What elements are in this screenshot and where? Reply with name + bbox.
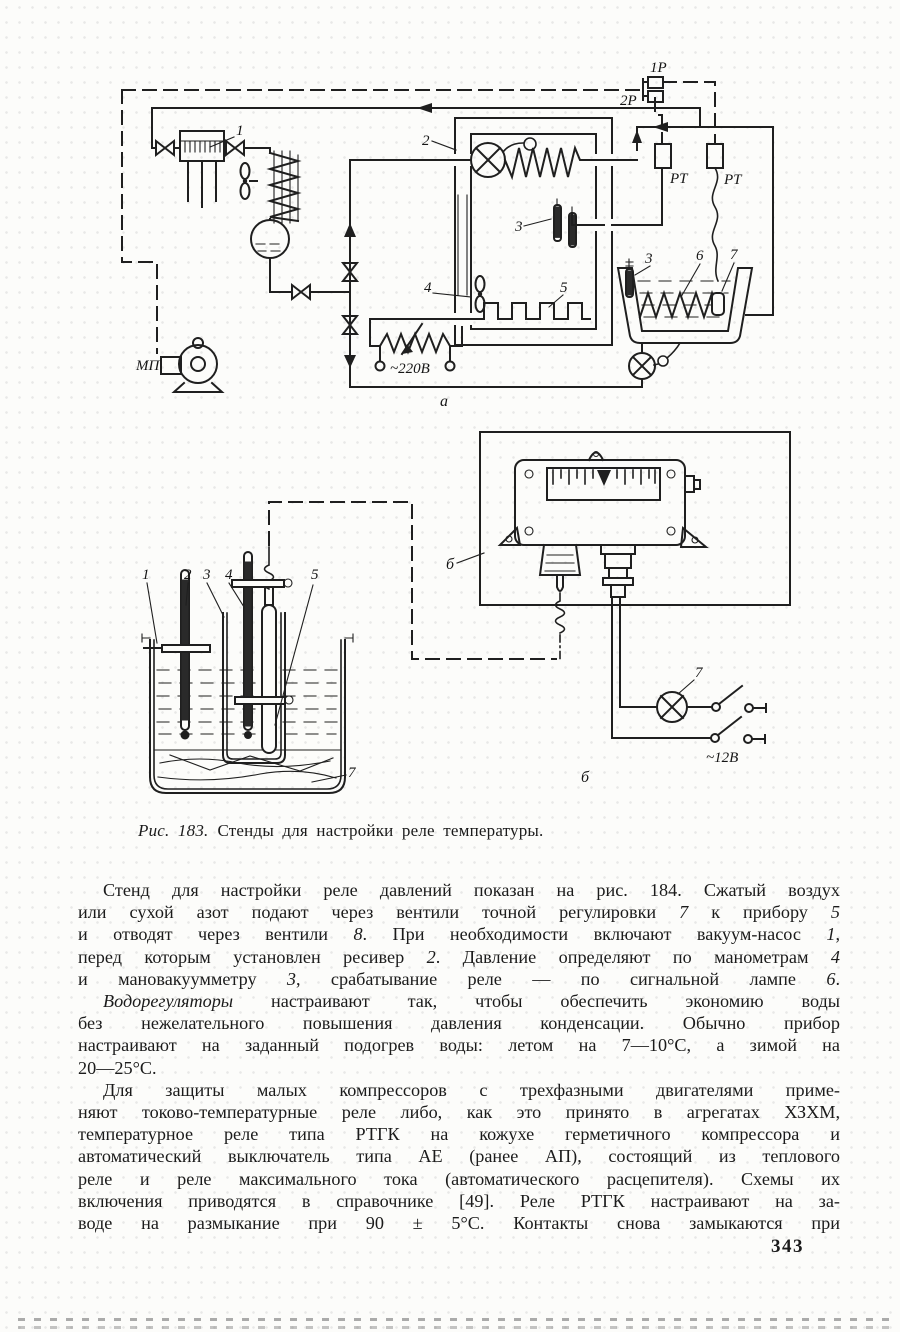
caption-number: Рис. 183. [138,821,209,840]
valves [292,263,357,334]
lamp-circuit [657,665,766,766]
diagram-a-sublabel: а [440,393,448,410]
label-rt1: РТ [670,171,688,187]
label-wood-7: 7 [348,765,356,781]
text-line: температурное реле типа РТГК на кожухе герметичного компрессора и [78,1124,840,1145]
text-line: воде на размыкание при 90 ± 5°С. Контакты снова замыкаются при [78,1213,840,1234]
bath [618,247,752,343]
text-line: Водорегуляторы настраивают так, чтобы обеспечить экономию воды [103,991,840,1012]
label-panel-b: б [446,556,455,573]
text-line: или сухой азот подают через вентили точной регулировки 7 к прибору 5 [78,902,840,923]
label-rt2: РТ [724,172,742,188]
caption-text: Стенды для настройки реле температуры. [217,821,544,840]
label-b2: 2 [184,567,192,583]
label-b4: 4 [225,567,233,583]
text-line: включения приводятся в справочнике [49]. Реле РТГК настраивают на за- [78,1190,840,1211]
page-number: 343 [771,1236,804,1257]
rheostat [376,324,463,377]
paragraph [78,1079,840,1234]
diagram-a-svg [60,55,850,420]
label-220v: ~220В [390,361,430,377]
label-1p: 1Р [650,60,667,76]
thermo-chamber [350,118,637,346]
text-line: 20—25°С. [78,1057,157,1078]
text-line: перед которым установлен ресивер 2. Давление определяют по манометрам 4 [78,946,840,967]
diagram-b-svg [60,425,850,810]
text-line: автоматический выключатель типа АЕ (ранее АП), состоящий из теплового [78,1146,840,1167]
label-bath-3: 3 [645,251,653,267]
label-1: 1 [236,123,244,139]
text-line: настраивают на заданный подогрев воды: летом на 7—10°С, а зимой на [78,1035,840,1056]
label-mp: МП [136,358,160,374]
label-bath-6: 6 [696,248,704,264]
label-2p: 2Р [620,93,637,109]
label-b5: 5 [311,567,319,583]
compressor [152,123,270,207]
text-line: Стенд для настройки реле давлений показан на рис. 184. Сжатый воздух [103,880,840,900]
label-5: 5 [560,280,568,296]
text-line: реле и реле максимального тока (автоматического расцепителя). Схемы их [78,1168,840,1189]
diagram-a [60,55,850,420]
vacuum-pump-motor [135,338,222,392]
scan-edge-artifact [18,1318,892,1321]
paragraph [78,990,840,1079]
condenser [241,151,299,258]
paragraph [78,879,840,990]
body-text [78,879,840,1234]
label-lamp-7: 7 [695,665,703,681]
mounting-panel [446,432,790,605]
calibration-bath [142,547,357,793]
diagram-b-sublabel: б [581,769,590,786]
pressure-switches [620,60,667,109]
text-line: няют токово-температурные реле либо, как это принято в агрегатах ХЗХМ, [78,1102,840,1123]
label-2: 2 [422,133,430,149]
text-line: без нежелательного повышения давления конденсации. Обычно прибор [78,1013,840,1034]
label-bath-7: 7 [730,247,738,263]
label-4: 4 [424,280,432,296]
text-line: Для защиты малых компрессоров с трехфазными двигателями приме- [103,1079,840,1100]
diagram-b [60,425,850,810]
temperature-relay-device [500,452,710,739]
text-line: и мановакуумметру 3, срабатывание реле — по сигнальной лампе 6. [78,968,840,989]
scan-edge-artifact [18,1326,892,1329]
label-b3: 3 [203,567,211,583]
text-line: и отводят через вентили 8. При необходимости включают вакуум-насос 1, [78,924,840,945]
label-b1: 1 [142,567,150,583]
label-12v: ~12В [706,750,739,766]
label-3: 3 [515,219,523,235]
signal-lamp [629,343,680,387]
figure-caption [138,821,658,841]
